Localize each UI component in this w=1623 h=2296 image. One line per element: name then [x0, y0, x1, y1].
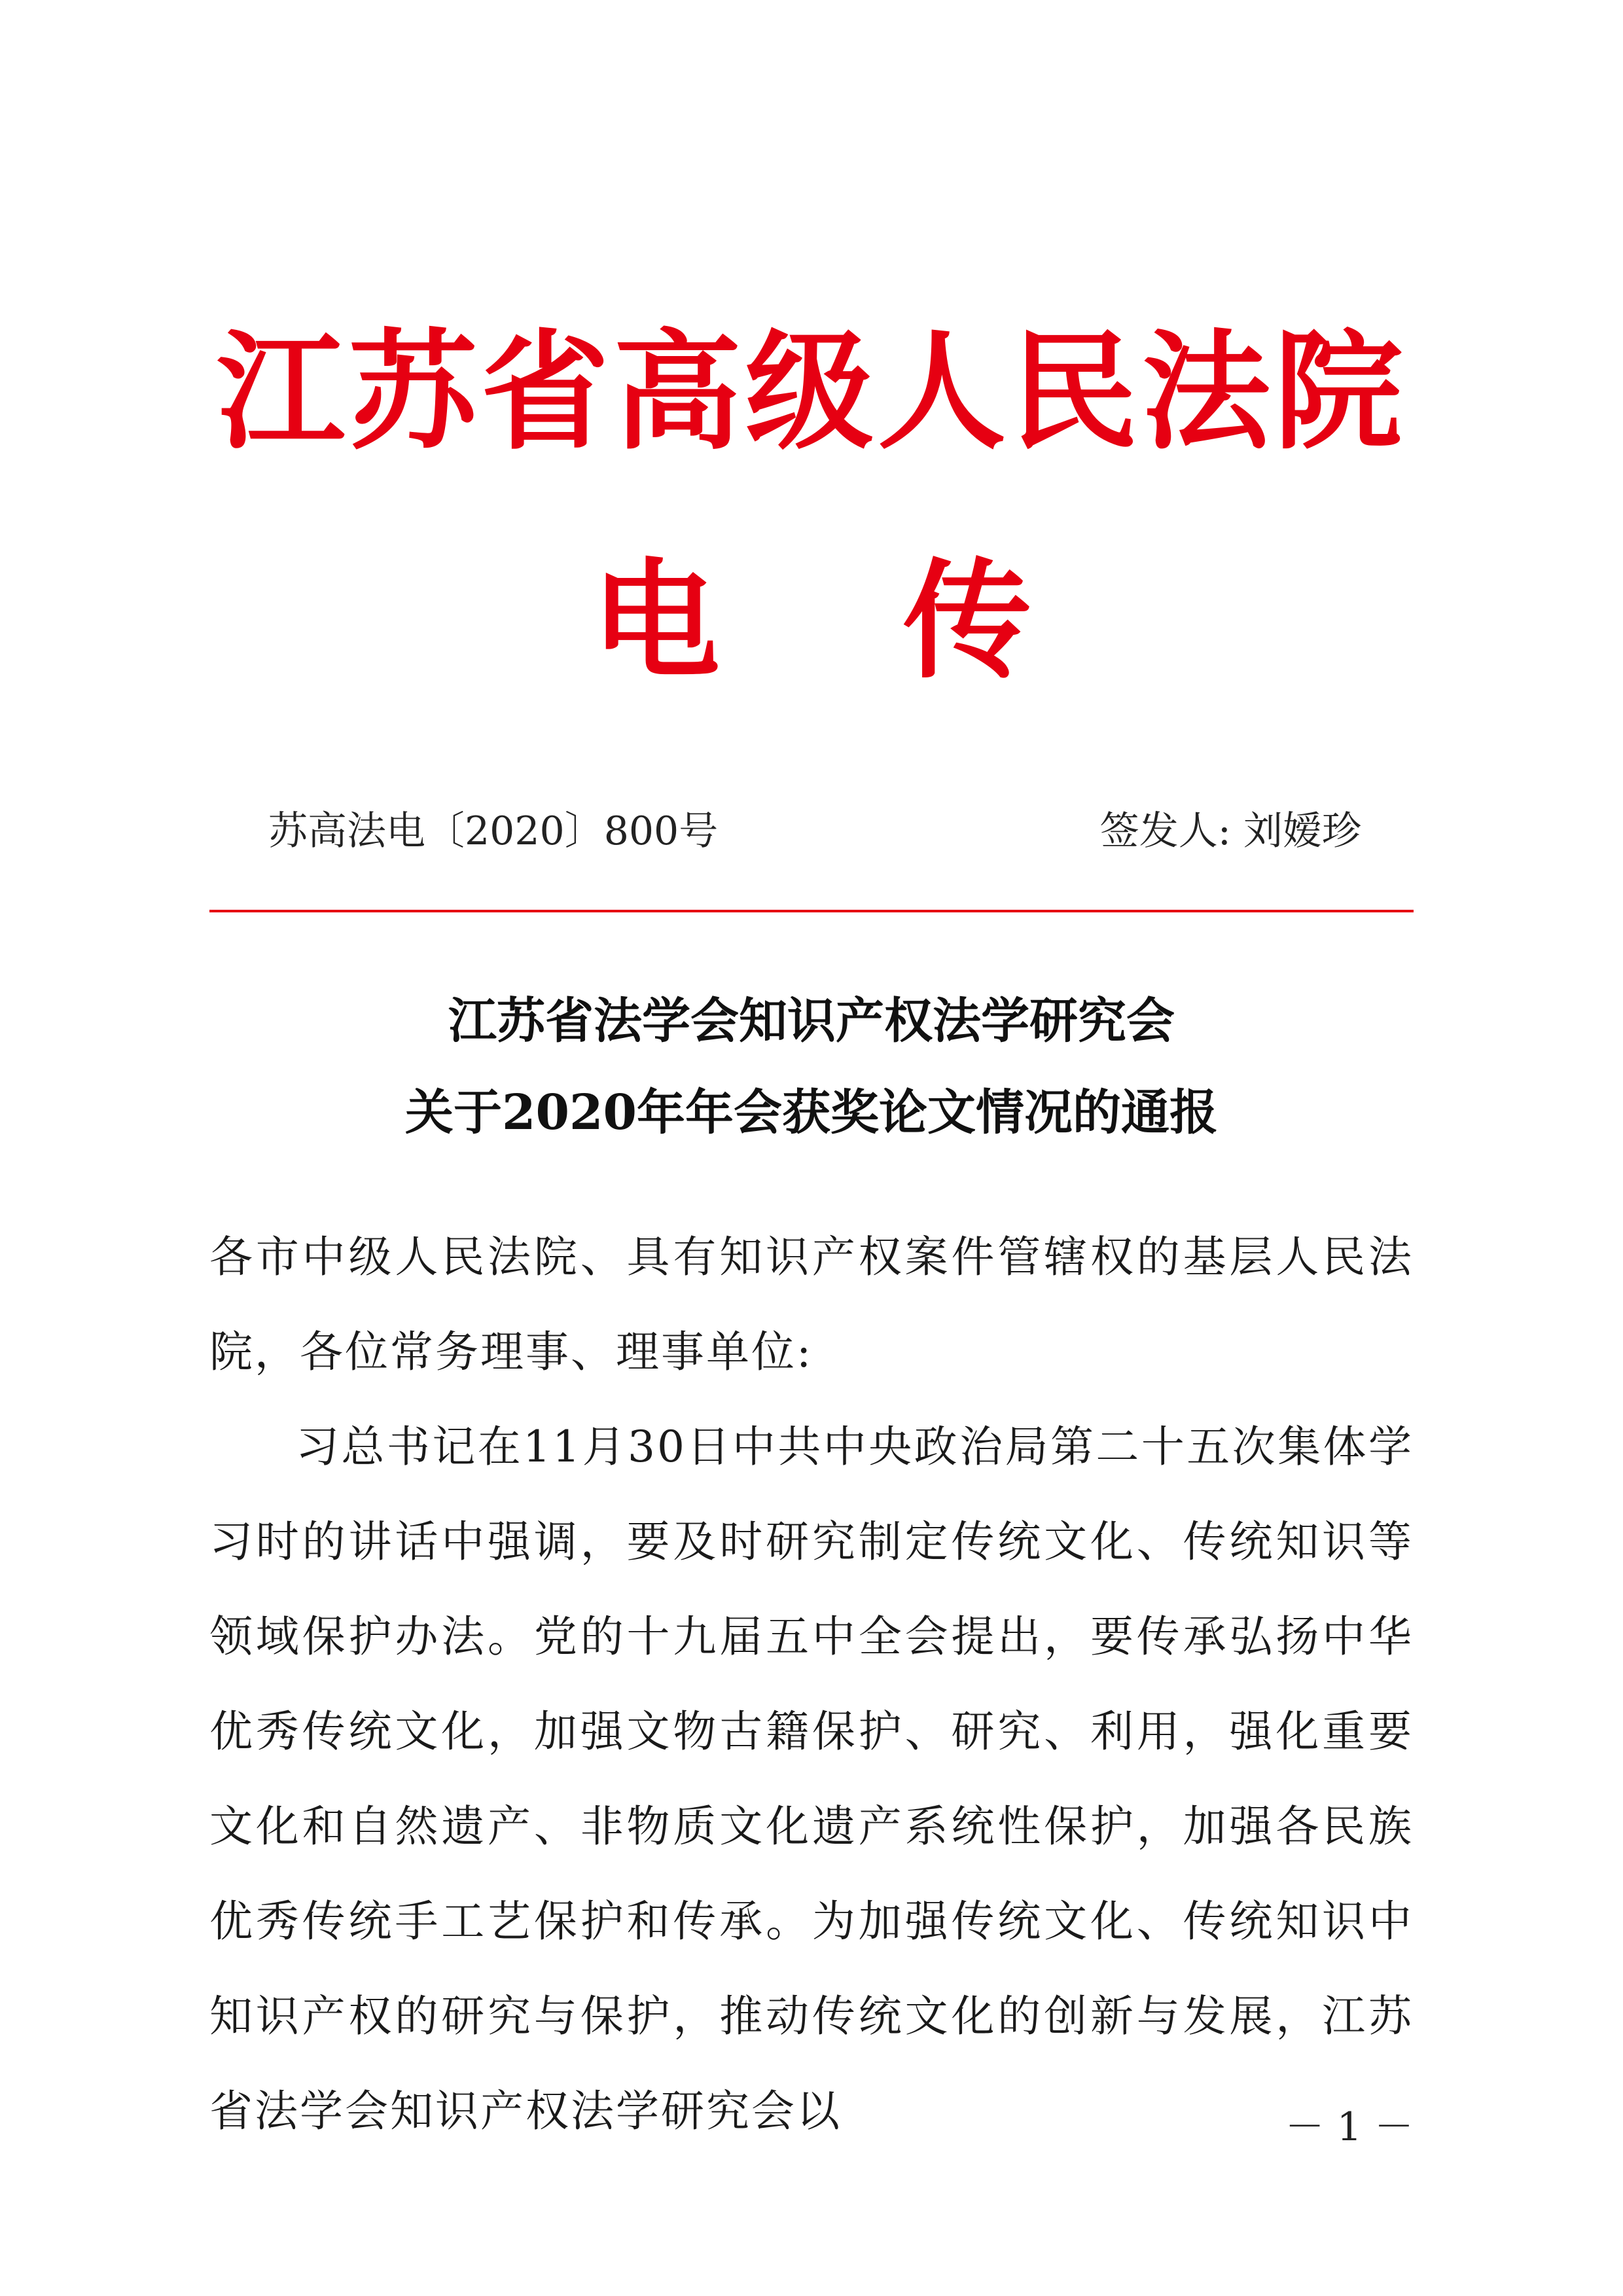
salutation: 各市中级人民法院、具有知识产权案件管辖权的基层人民法院，各位常务理事、理事单位: — [209, 1232, 1414, 1377]
red-divider — [209, 910, 1414, 912]
document-number: 苏高法电〔2020〕800号 — [268, 808, 719, 854]
document-title — [209, 975, 1414, 1158]
masthead-org-name: 江苏省高级人民法院 — [216, 318, 1406, 467]
signer: 签发人: 刘嫒珍 — [1099, 808, 1361, 854]
title-line-1: 江苏省法学会知识产权法学研究会 — [448, 993, 1175, 1049]
page-number: － 1 － — [1285, 2104, 1414, 2150]
masthead-doc-type: 电传 — [591, 547, 1215, 696]
body-paragraph: 习总书记在11月30日中共中央政治局第二十五次集体学习时的讲话中强调，要及时研究制定传统文化、传统知识等领域保护办法。党的十九届五中全会提出，要传承弘扬中华优秀传统文化，加强文物古籍保护、研究、利用，强化重要文化和自然遗产、非物质文化遗产系统性保护，加强各民族优秀传统手工艺保护和传承。为加强传统文化、传统知识中知识产权的研究与保护，推动传统文化的创新与发展，江苏省法学会知识产权法学研究会以 — [209, 1422, 1414, 2136]
title-line-2: 关于2020年年会获奖论文情况的通报 — [405, 1085, 1218, 1141]
document-body — [209, 1210, 1414, 2159]
